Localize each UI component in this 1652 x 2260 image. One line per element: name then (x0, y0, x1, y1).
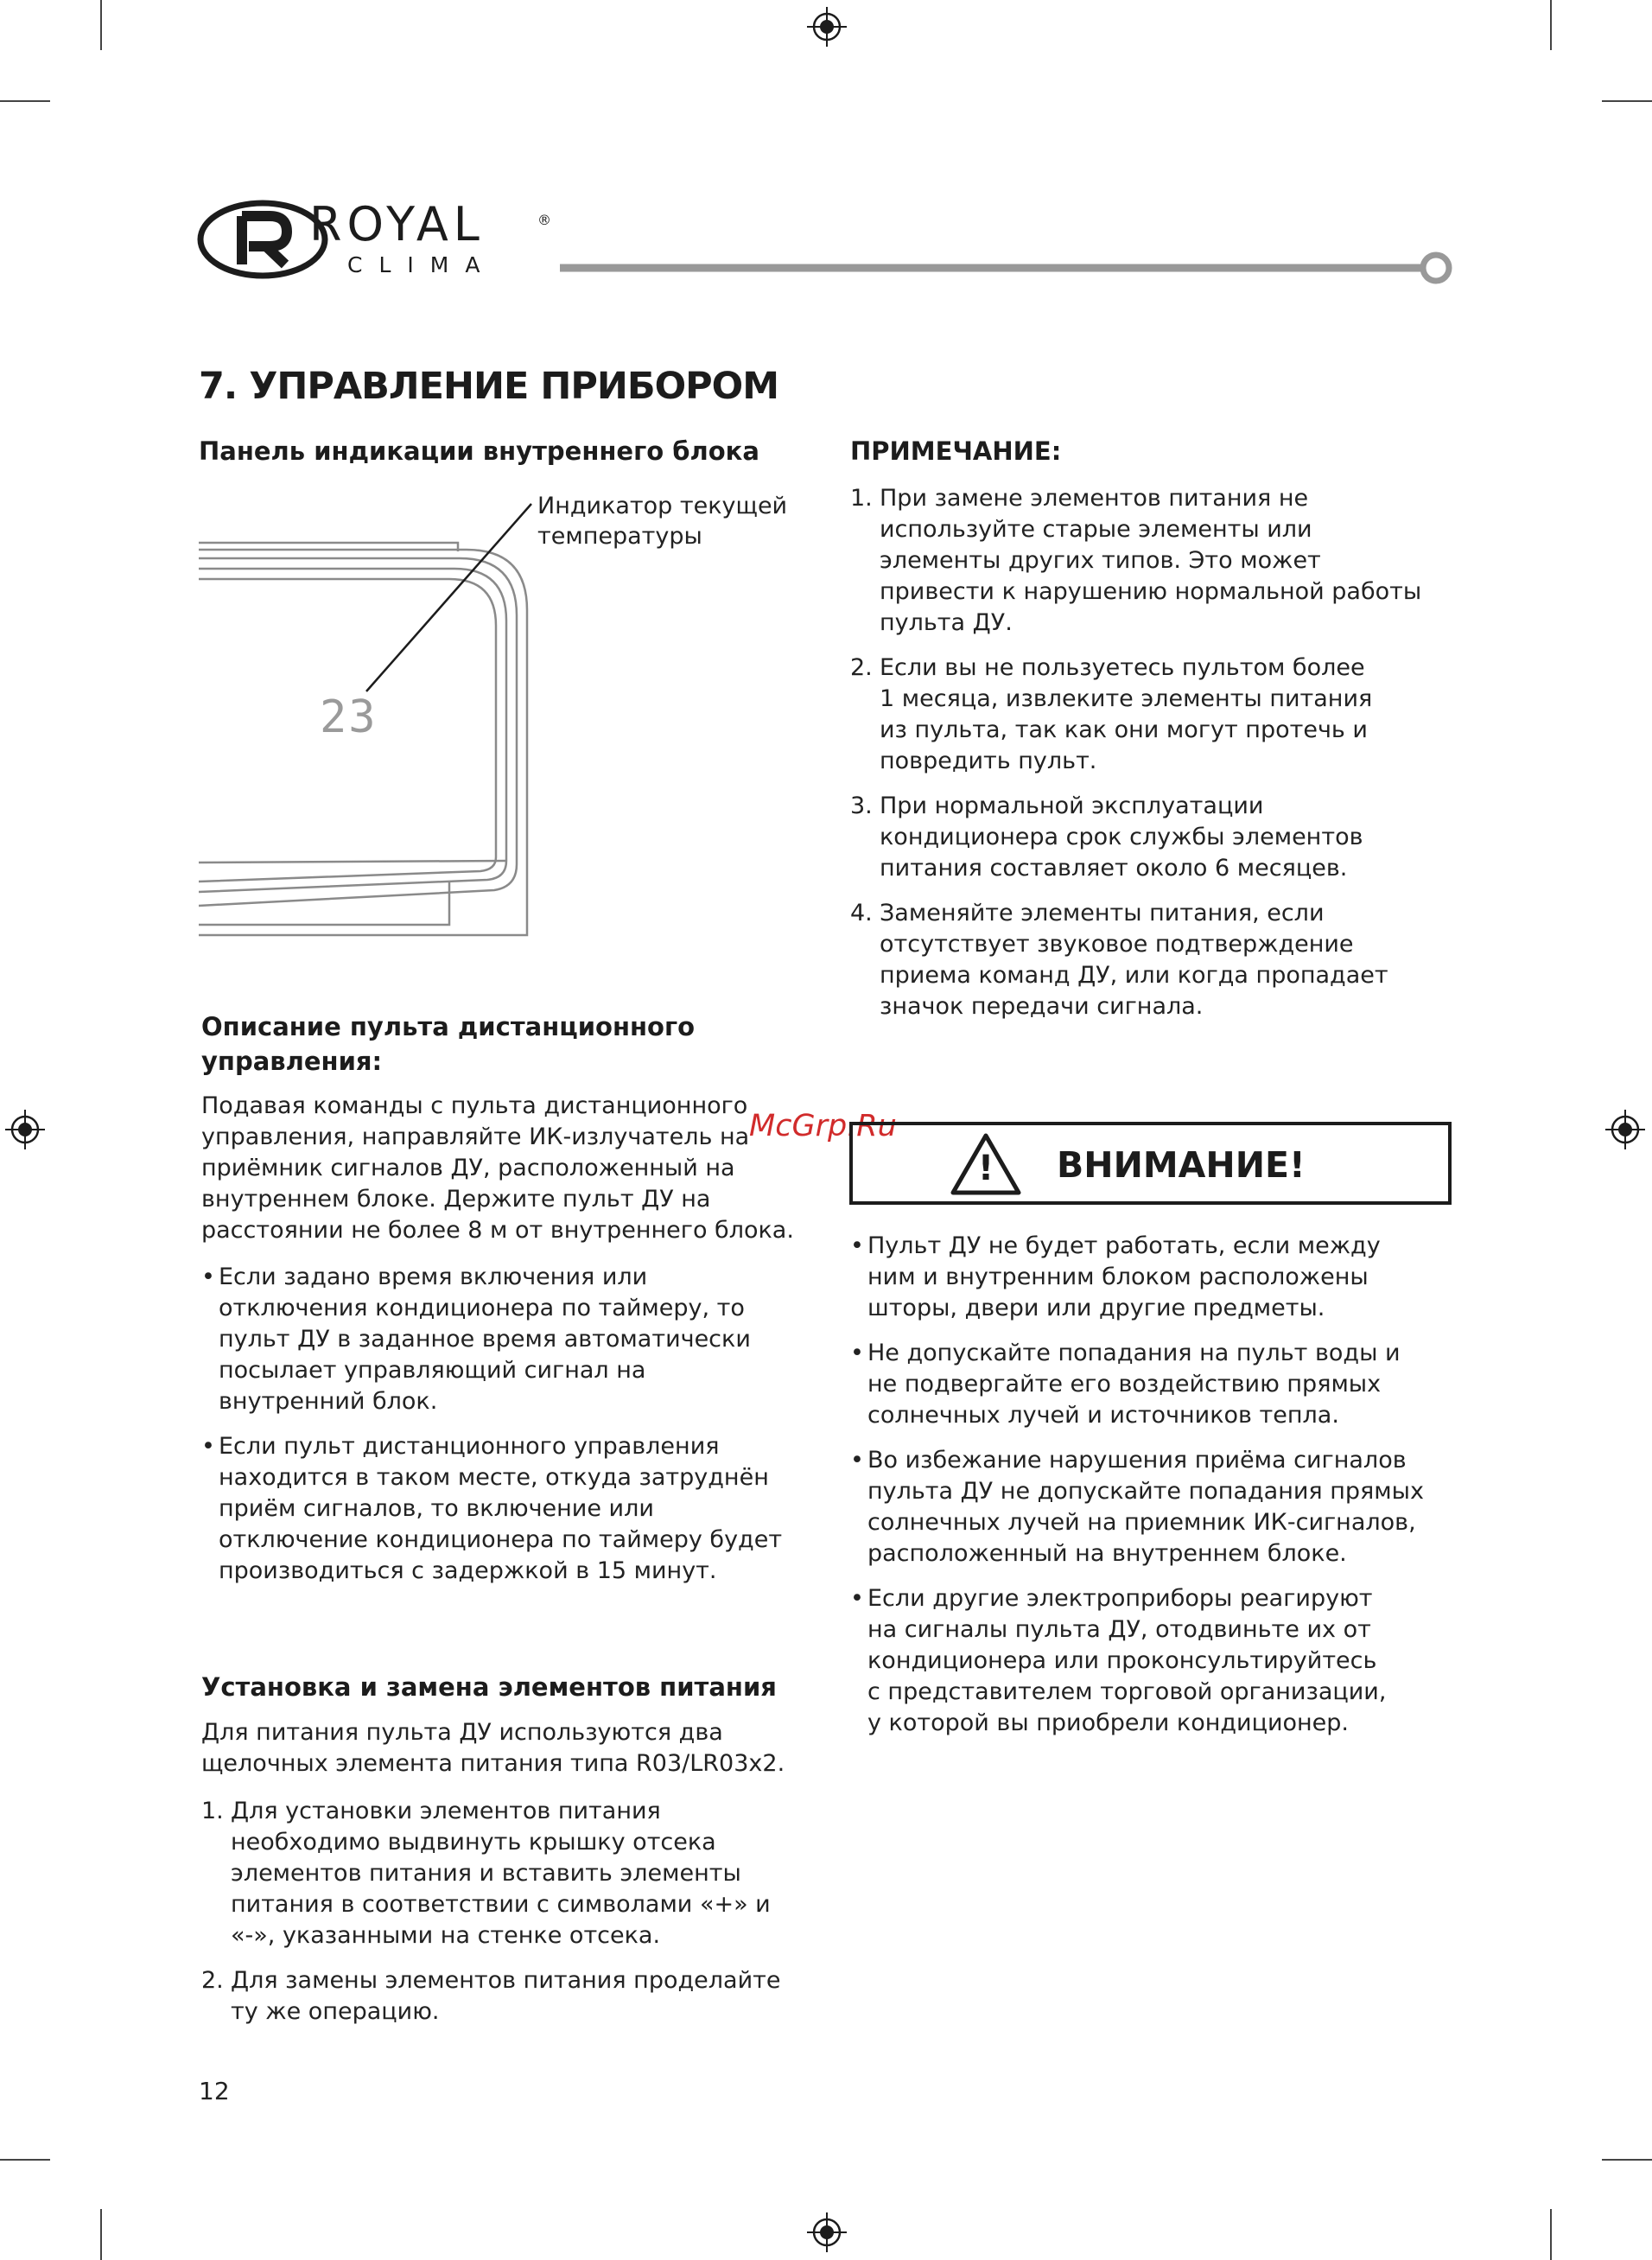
text-line: не подвергайте его воздействию прямых (867, 1371, 1382, 1397)
text-line: • Не допускайте попадания на пульт воды и (867, 1340, 1401, 1366)
text-line: кондиционера или проконсультируйтесь (867, 1647, 1377, 1674)
text-line: приёмник сигналов ДУ, расположенный на (201, 1155, 735, 1181)
text-line: на сигналы пульта ДУ, отодвиньте их от (867, 1616, 1371, 1643)
text-line: находится в таком месте, откуда затруднён (219, 1464, 769, 1491)
text-line: питания составляет около 6 месяцев. (880, 855, 1348, 882)
step-number: 1. (201, 1798, 224, 1824)
list-item (850, 1338, 1472, 1431)
text-line: управления, направляйте ИК-излучатель на (201, 1124, 750, 1150)
text-line: элементы других типов. Это может (880, 547, 1321, 574)
crop-mark (0, 100, 50, 102)
text-line: привести к нарушению нормальной работы (880, 578, 1422, 605)
list-item (850, 1445, 1472, 1569)
text-line: пульта ДУ не допускайте попадания прямых (867, 1478, 1424, 1505)
list-item (201, 1262, 806, 1417)
text-line: производиться с задержкой в 15 минут. (219, 1557, 717, 1584)
text-line: повредить пульт. (880, 748, 1097, 774)
text-line: • Если пульт дистанционного управления (219, 1433, 720, 1460)
text-line: используйте старые элементы или (880, 516, 1312, 543)
heading-line: управления: (201, 1047, 383, 1076)
registration-mark-icon (5, 1110, 45, 1149)
list-item (850, 1583, 1472, 1739)
text-line: посылает управляющий сигнал на (219, 1357, 646, 1384)
text-line: • Пульт ДУ не будет работать, если между (867, 1232, 1381, 1259)
crop-mark (1602, 100, 1652, 102)
watermark: McGrp.Ru (749, 1109, 897, 1143)
text-line: солнечных лучей на приемник ИК-сигналов, (867, 1509, 1416, 1536)
text-line: «-», указанными на стенке отсека. (231, 1922, 661, 1949)
heading-line: Описание пульта дистанционного (201, 1012, 696, 1041)
warning-exclamation: ! (977, 1149, 994, 1188)
step-number: 2. (201, 1967, 224, 1994)
crop-mark (1602, 2159, 1652, 2161)
warning-bullets (850, 1231, 1472, 1753)
header-rule (560, 251, 1455, 285)
batteries-heading: Установка и замена элементов питания (201, 1672, 777, 1702)
text-line: пульта ДУ. (880, 609, 1013, 636)
note-heading: ПРИМЕЧАНИЕ: (850, 436, 1062, 466)
text-line: щелочных элемента питания типа R03/LR03x2. (201, 1750, 785, 1777)
warning-box (849, 1122, 1452, 1205)
temperature-indicator-callout (537, 491, 787, 551)
text-line: необходимо выдвинуть крышку отсека (231, 1829, 716, 1856)
text-line: • Во избежание нарушения приёма сигналов (867, 1447, 1407, 1474)
text-line: При замене элементов питания не (880, 485, 1309, 512)
registered-mark: ® (537, 212, 551, 228)
brand-subname: CLIMA (347, 252, 497, 277)
text-line: значок передачи сигнала. (880, 993, 1204, 1020)
note-list (850, 483, 1472, 1036)
text-line: расположенный на внутреннем блоке. (867, 1540, 1347, 1567)
page-number: 12 (199, 2077, 230, 2105)
text-line: с представителем торговой организации, (867, 1678, 1387, 1705)
list-item (850, 1231, 1472, 1324)
batteries-steps (201, 1796, 823, 2041)
temperature-display: 23 (320, 691, 378, 743)
text-line: Подавая команды с пульта дистанционного (201, 1092, 748, 1119)
text-line: у которой вы приобрели кондиционер. (867, 1709, 1350, 1736)
text-line: Заменяйте элементы питания, если (880, 900, 1325, 926)
item-number: 1. (850, 485, 873, 512)
text-line: кондиционера срок службы элементов (880, 824, 1363, 850)
callout-line: температуры (537, 523, 702, 550)
registration-mark-icon (807, 7, 847, 47)
text-line: элементов питания и вставить элементы (231, 1860, 741, 1887)
text-line: шторы, двери или другие предметы. (867, 1295, 1325, 1321)
text-line: приём сигналов, то включение или (219, 1495, 654, 1522)
list-item (201, 1431, 806, 1587)
remote-description-heading (201, 1009, 695, 1079)
text-line: внутренний блок. (219, 1388, 438, 1415)
text-line: При нормальной эксплуатации (880, 793, 1264, 819)
text-line: приема команд ДУ, или когда пропадает (880, 962, 1388, 989)
item-number: 3. (850, 793, 873, 819)
warning-title: ВНИМАНИЕ! (1057, 1144, 1306, 1186)
text-line: расстоянии не более 8 м от внутреннего блока. (201, 1217, 794, 1244)
registration-mark-icon (1605, 1110, 1645, 1149)
text-line: 1 месяца, извлеките элементы питания (880, 685, 1373, 712)
crop-mark (100, 2209, 102, 2260)
text-line: Для питания пульта ДУ используются два (201, 1719, 723, 1746)
text-line: Для замены элементов питания проделайте (231, 1967, 781, 1994)
crop-mark (100, 0, 102, 50)
list-item (850, 653, 1472, 777)
item-number: 2. (850, 654, 873, 681)
batteries-intro (201, 1717, 785, 1779)
text-line: Если вы не пользуетесь пультом более (880, 654, 1365, 681)
text-line: пульт ДУ в заданное время автоматически (219, 1326, 751, 1353)
callout-line: Индикатор текущей (537, 493, 788, 519)
text-line: Для установки элементов питания (231, 1798, 661, 1824)
list-item (201, 1965, 823, 2028)
callout-leader-line (363, 501, 536, 696)
crop-mark (1550, 0, 1552, 50)
list-item (850, 483, 1472, 639)
list-item (850, 898, 1472, 1022)
text-line: • Если задано время включения или (219, 1264, 648, 1290)
crop-mark (0, 2159, 50, 2161)
text-line: отключения кондиционера по таймеру, то (219, 1295, 745, 1321)
remote-description-bullets (201, 1262, 806, 1601)
crop-mark (1550, 2209, 1552, 2260)
text-line: ту же операцию. (231, 1998, 440, 2025)
registration-mark-icon (807, 2212, 847, 2252)
list-item (850, 791, 1472, 884)
brand-name: ROYAL (309, 197, 485, 251)
item-number: 4. (850, 900, 873, 926)
text-line: • Если другие электроприборы реагируют (867, 1585, 1373, 1612)
text-line: ним и внутренним блоком расположены (867, 1264, 1369, 1290)
indicator-panel-heading: Панель индикации внутреннего блока (199, 436, 759, 466)
text-line: внутреннем блоке. Держите пульт ДУ на (201, 1186, 711, 1213)
remote-description-intro (201, 1091, 794, 1246)
text-line: из пульта, так как они могут протечь и (880, 716, 1368, 743)
section-title: 7. УПРАВЛЕНИЕ ПРИБОРОМ (199, 365, 779, 408)
list-item (201, 1796, 823, 1951)
text-line: солнечных лучей и источников тепла. (867, 1402, 1339, 1429)
text-line: отсутствует звуковое подтверждение (880, 931, 1354, 958)
text-line: питания в соответствии с символами «+» и (231, 1891, 771, 1918)
text-line: отключение кондиционера по таймеру будет (219, 1526, 783, 1553)
